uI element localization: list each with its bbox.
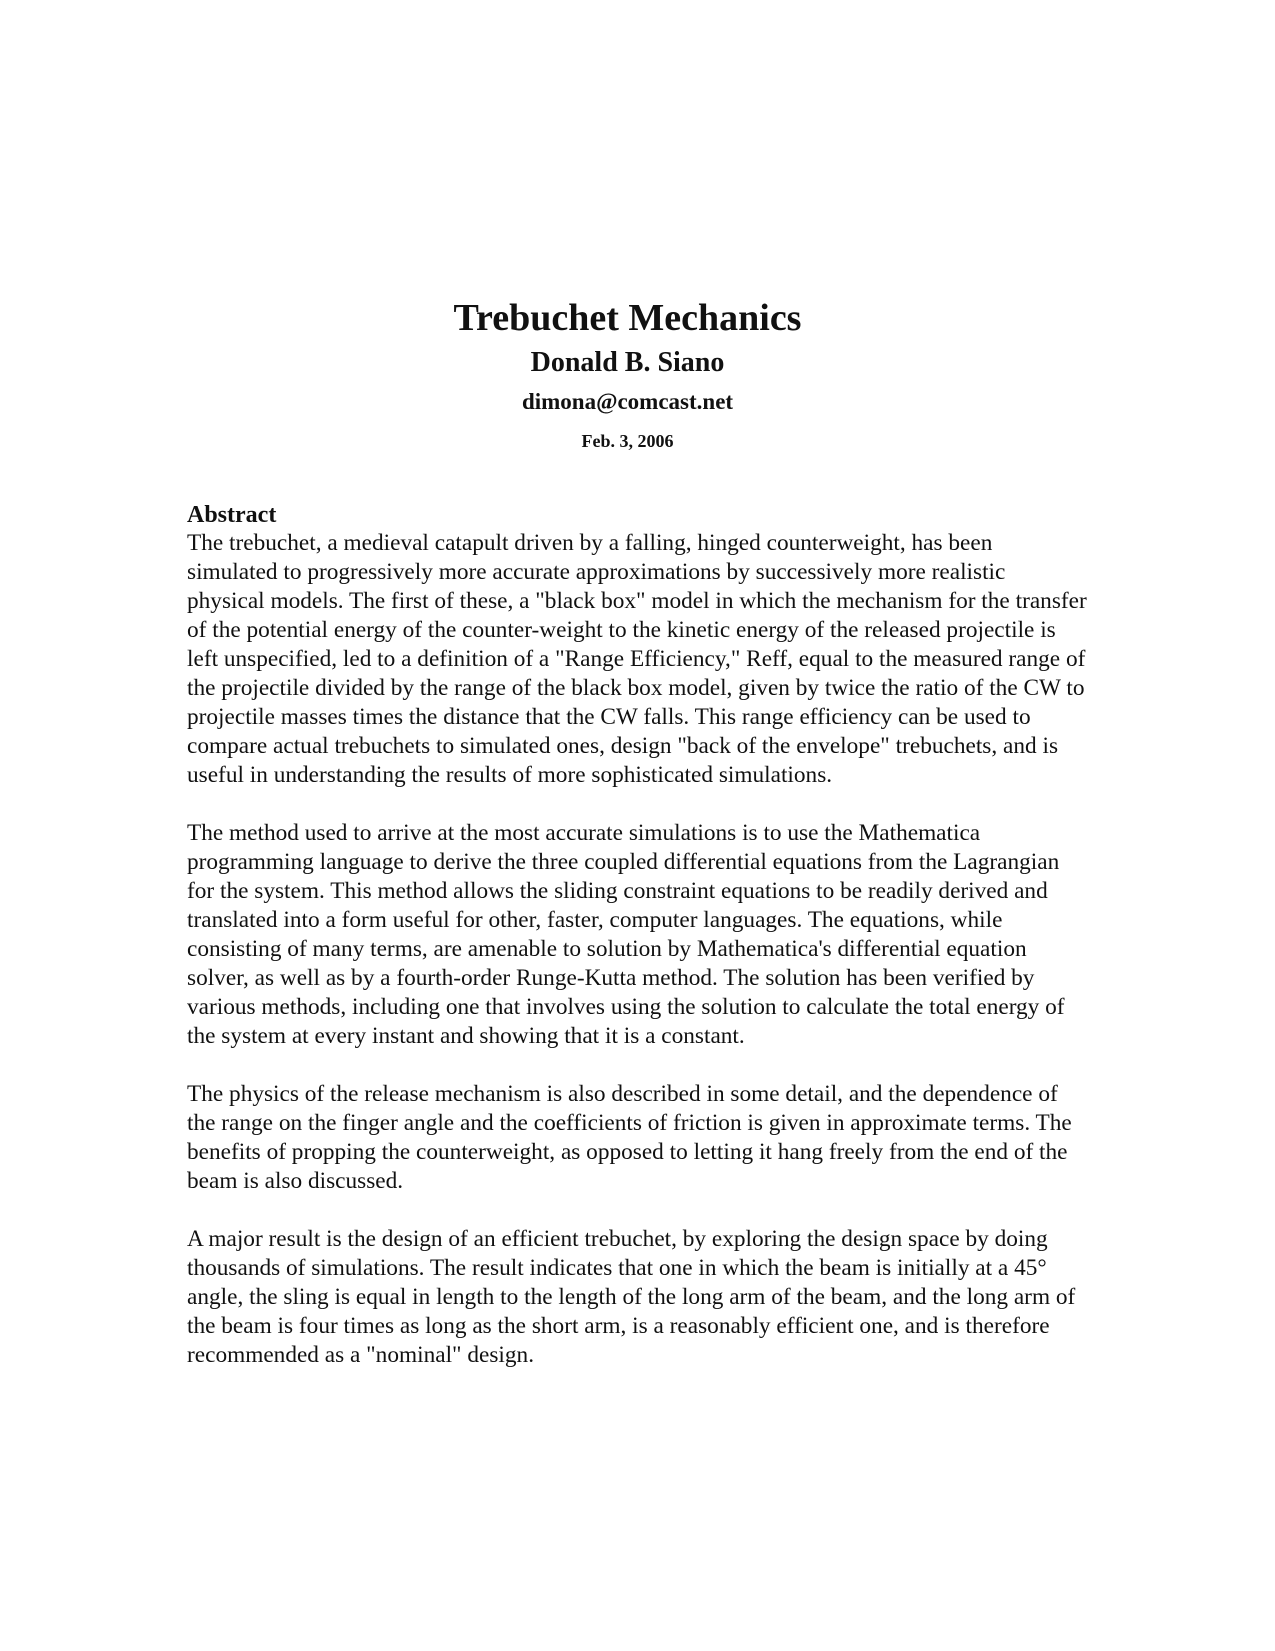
paper-header <box>0 295 1255 453</box>
author-email: dimona@comcast.net <box>521 389 734 414</box>
abstract-heading: Abstract <box>187 502 277 528</box>
abstract-paragraph: The trebuchet, a medieval catapult driven by a falling, hinged counterweight, has been simulated to progressively more accurate approximations by successively more realistic physical models. The first of these, a "black box" model in which the mechanism for the transfer of the potential energy of the counter-weight to the kinetic energy of the released projectile is left unspecified, led to a definition of a "Range Efficiency," Reff, equal to the measured range of the projectile divided by the range of the black box model, given by twice the ratio of the CW to projectile masses times the distance that the CW falls. This range efficiency can be used to compare actual trebuchets to simulated ones, design "back of the envelope" trebuchets, and is useful in understanding the results of more sophisticated simulations. <box>187 530 1087 788</box>
abstract-paragraph: The method used to arrive at the most accurate simulations is to use the Mathematica programming language to derive the three coupled differential equations from the Lagrangian for the system. This method allows the sliding constraint equations to be readily derived and translated into a form useful for other, faster, computer languages. The equations, while consisting of many terms, are amenable to solution by Mathematica's differential equation solver, as well as by a fourth-order Runge-Kutta method. The solution has been verified by various methods, including one that involves using the solution to calculate the total energy of the system at every instant and showing that it is a constant. <box>187 820 1065 1049</box>
author-name: Donald B. Siano <box>530 347 725 378</box>
paper-title: Trebuchet Mechanics <box>453 297 802 339</box>
abstract-paragraph: A major result is the design of an efficient trebuchet, by exploring the design space by doing thousands of simulations. The result indicates that one in which the beam is initially at a 45° angle, the sling is equal in length to the length of the long arm of the beam, and the long arm of the beam is four times as long as the short arm, is a reasonably efficient one, and is therefore recommended as a "nominal" design. <box>187 1226 1076 1368</box>
publication-date: Feb. 3, 2006 <box>581 431 674 451</box>
abstract-paragraph: The physics of the release mechanism is also described in some detail, and the dependence of the range on the finger angle and the coefficients of friction is given in approximate terms. The benefits of propping the counterweight, as opposed to letting it hang freely from the end of the beam is also discussed. <box>187 1081 1072 1194</box>
abstract-section <box>187 501 1087 1370</box>
